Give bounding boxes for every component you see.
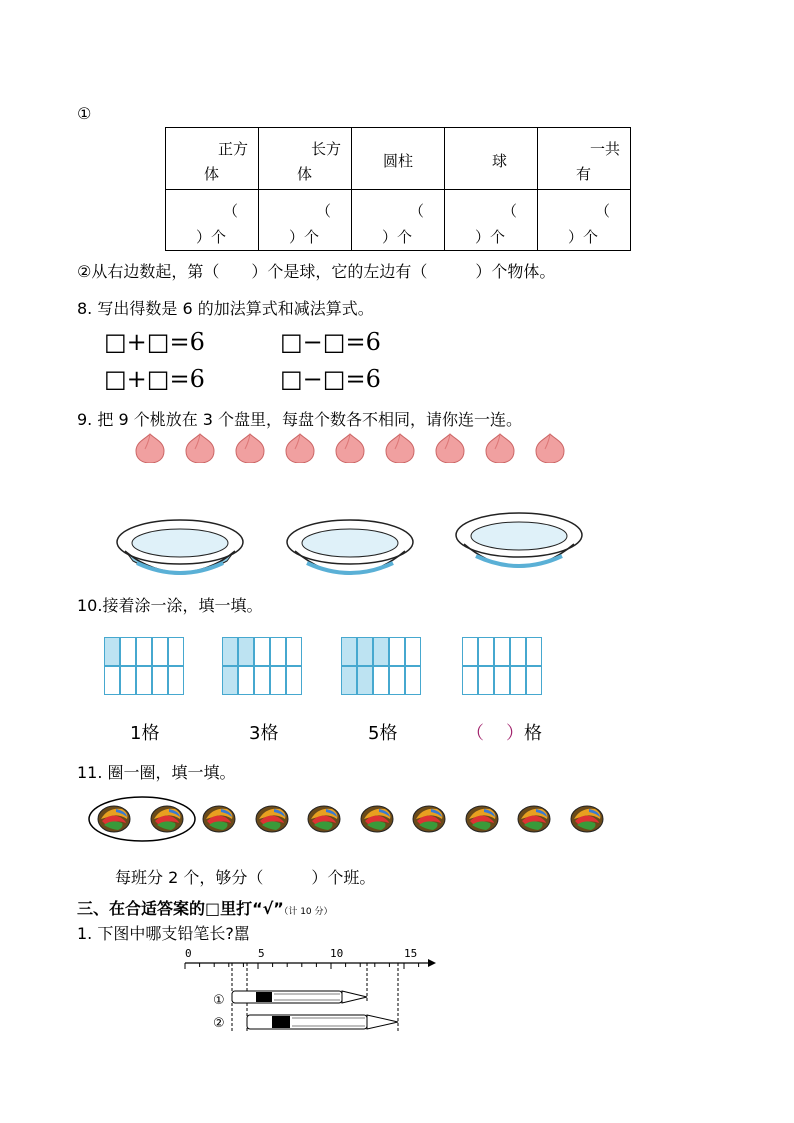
plate-2[interactable] [285,517,415,579]
shape-count-table [165,127,631,251]
blank-unit: 格 [524,723,542,744]
equation-add-2[interactable]: □+□=6 [104,365,205,393]
answer-cell[interactable]: （ ）个 [166,190,259,251]
grid-cell[interactable] [136,666,152,695]
peach-icon[interactable] [483,431,515,463]
header-sphere: 球 [445,128,538,190]
grid-cell[interactable] [373,637,389,666]
grid-cell[interactable] [389,666,405,695]
equation-sub-1[interactable]: □−□=6 [280,328,381,356]
part1-marker: ① [77,104,92,123]
grid-cell[interactable] [462,666,478,695]
peach-icon[interactable] [383,431,415,463]
ruler-tick-0: 0 [185,947,192,960]
answer-cell[interactable]: （ ）个 [538,190,631,251]
plate-3[interactable] [454,510,584,572]
grid-cell[interactable] [405,666,421,695]
peach-icon[interactable] [433,431,465,463]
grid-cell[interactable] [168,637,184,666]
grid-cell[interactable] [136,637,152,666]
grid-2-label: 3格 [249,723,279,744]
marble-icon[interactable] [359,803,395,835]
grid-1-label: 1格 [130,723,160,744]
marble-icon[interactable] [201,803,237,835]
grid-cell[interactable] [389,637,405,666]
question-7-part2: ②从右边数起，第（ ）个是球，它的左边有（ ）个物体。 [77,262,556,281]
marble-icon[interactable] [306,803,342,835]
grid-cell[interactable] [222,637,238,666]
marble-icon[interactable] [254,803,290,835]
header-cube: 正方 体 [166,128,259,190]
marble-icon[interactable] [464,803,500,835]
peach-icon[interactable] [533,431,565,463]
grid-cell[interactable] [462,637,478,666]
peach-icon[interactable] [183,431,215,463]
answer-cell[interactable]: （ ）个 [445,190,538,251]
grid-cell[interactable] [168,666,184,695]
grid-cell[interactable] [286,666,302,695]
grid-cell[interactable] [357,637,373,666]
question-11-title: 11. 圈一圈，填一填。 [77,763,236,782]
question-11-prompt: 每班分 2 个，够分（ ）个班。 [115,868,376,887]
grid-cell[interactable] [526,666,542,695]
grid-cell[interactable] [405,637,421,666]
grid-cell[interactable] [254,666,270,695]
equation-add-1[interactable]: □+□=6 [104,328,205,356]
grid-2[interactable] [222,637,302,695]
header-cylinder: 圆柱 [352,128,445,190]
grid-cell[interactable] [152,666,168,695]
grid-cell[interactable] [341,637,357,666]
grid-4[interactable] [462,637,542,695]
grid-3[interactable] [341,637,421,695]
grid-cell[interactable] [254,637,270,666]
grid-cell[interactable] [510,637,526,666]
header-cuboid: 长方 体 [259,128,352,190]
grid-4-label[interactable] [466,719,542,745]
ruler-tick-15: 15 [404,947,418,960]
grid-cell[interactable] [478,666,494,695]
blank-open: （ [466,723,484,744]
question-10-title: 10.接着涂一涂，填一填。 [77,596,263,615]
equation-sub-2[interactable]: □−□=6 [280,365,381,393]
grid-cell[interactable] [120,666,136,695]
grid-cell[interactable] [238,666,254,695]
section-3-heading: 三、在合适答案的□里打“√”（计 10 分） [77,899,333,918]
grid-cell[interactable] [104,666,120,695]
peach-icon[interactable] [283,431,315,463]
grid-cell[interactable] [341,666,357,695]
grid-cell[interactable] [286,637,302,666]
plate-1[interactable] [115,517,245,579]
grid-cell[interactable] [510,666,526,695]
header-total: 一共 有 [538,128,631,190]
peach-icon[interactable] [233,431,265,463]
grid-cell[interactable] [152,637,168,666]
pencil-2 [247,1015,398,1029]
marble-icon[interactable] [149,803,185,835]
grid-cell[interactable] [494,637,510,666]
grid-cell[interactable] [270,666,286,695]
grid-cell[interactable] [494,666,510,695]
grid-cell[interactable] [478,637,494,666]
marble-icon[interactable] [569,803,605,835]
pencil-2-label: ② [213,1016,225,1031]
grid-cell[interactable] [373,666,389,695]
question-8-title: 8. 写出得数是 6 的加法算式和减法算式。 [77,299,374,318]
grid-1[interactable] [104,637,184,695]
ruler-tick-5: 5 [258,947,265,960]
blank-close: ） [506,723,524,744]
grid-3-label: 5格 [368,723,398,744]
grid-cell[interactable] [270,637,286,666]
marble-icon[interactable] [96,803,132,835]
grid-cell[interactable] [357,666,373,695]
grid-cell[interactable] [222,666,238,695]
peach-icon[interactable] [133,431,165,463]
section-3-points: （计 10 分） [283,907,333,917]
question-9-title: 9. 把 9 个桃放在 3 个盘里，每盘个数各不相同，请你连一连。 [77,410,523,429]
grid-cell[interactable] [120,637,136,666]
grid-cell[interactable] [526,637,542,666]
section-3-q1: 1. 下图中哪支铅笔长?嚚 [77,924,250,943]
grid-cell[interactable] [238,637,254,666]
answer-cell[interactable]: （ ）个 [259,190,352,251]
marble-icon[interactable] [411,803,447,835]
pencil-1-label: ① [213,993,225,1008]
peach-icon[interactable] [333,431,365,463]
ruler-tick-10: 10 [330,947,344,960]
answer-cell[interactable]: （ ）个 [352,190,445,251]
marble-icon[interactable] [516,803,552,835]
pencil-1 [232,991,367,1003]
ruler-diagram [170,943,440,1038]
grid-cell[interactable] [104,637,120,666]
